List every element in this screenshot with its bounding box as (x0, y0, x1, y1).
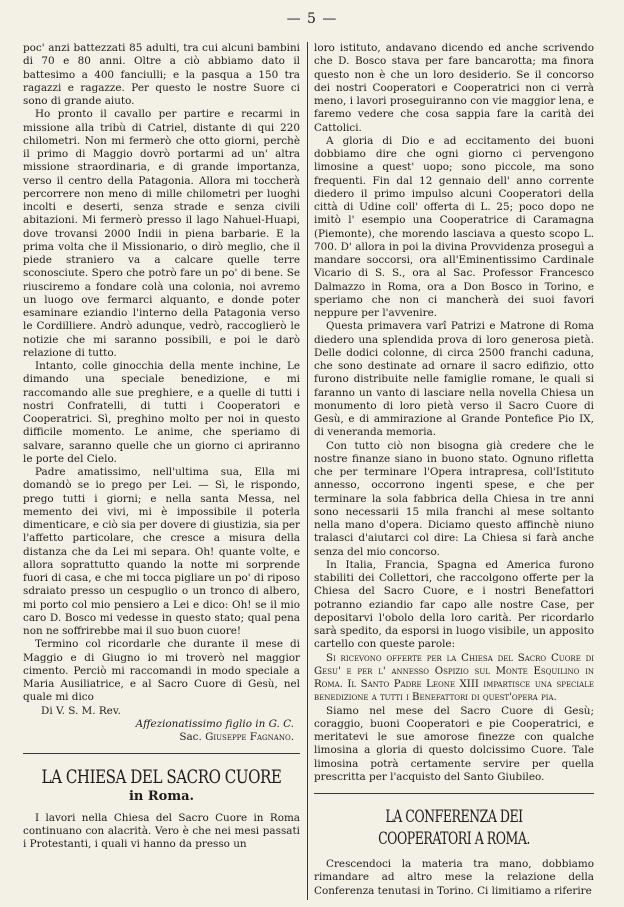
section-title: LA CHIESA DEL SACRO CUORE (41, 766, 282, 789)
signature-closing: Affezionatissimo figlio in G. C. (135, 717, 294, 730)
paragraph: poc' anzi battezzati 85 adulti, tra cui alcuni bambini di 70 e 80 anni. Oltre a ciò abbiamo dato il battesimo a 400 fanciulli; e la pasqua a 150 tra ragazzi e ragazze. Per questo le nostre Suore ci sono di grande aiuto. (23, 42, 300, 107)
section-subtitle: in Roma. (128, 789, 195, 805)
signature-salutation: Di V. S. M. Rev. (41, 704, 121, 717)
signature-name (23, 731, 300, 744)
notice-text: Si ricevono offerte per la Chiesa del Sacro Cuore di Gesu' e per l' annesso Ospizio sul Monte Esquilino in Roma. Il Santo Padre Leone XIII impartisce una speciale benedizione a tutti i Benefattori di quest'opera pia. (314, 652, 594, 704)
right-column (314, 42, 594, 898)
paragraph: Ho pronto il cavallo per partire e recarmi in missione alla tribù di Catriel, distante di qui 220 chilometri. Non mi fermerò che otto giorni, perchè il primo di Maggio dovrò portarmi ad un' altra missione straordinaria, e di grande importanza, verso il centro della Patagonia. Allora mi toccherà percorrere non meno di mille chilometri per luoghi incolti e deserti, senza strade e senza civili abitazioni. Mi fermerò presso il lago Nahuel-Huapi, dove trovansi 2000 Indii in piena barbarie. E la prima volta che il Missionario, o dirò meglio, che il piede straniero va a calcare quelle terre sconosciute. Spero che potrò fare un po' di bene. Se riusciremo a fondare colà una colonia, noi avremo un luogo ove fermarci alquanto, e donde poter esaminare eziandio l'interno della Patagonia verso le Cordilliere. Andrò adunque, vedrò, raccoglierò le notizie che mi saranno possibili, e poi le darò relazione di tutto. (23, 108, 300, 359)
section-divider (23, 753, 300, 754)
paragraph: Con tutto ciò non bisogna già credere che le nostre finanze siano in buono stato. Ognuno rifletta che per terminare l'Opera intrapresa, coll'Istituto annesso, occorrono ingenti spese, e che per terminare la sola fabbrica della Chiesa in tre anni sono necessarii 15 mila franchi al mese soltanto nella mano d'opera. Diciamo questo affinchè niuno tralasci d'aiutarci col dire: La Chiesa si farà anche senza del mio concorso. (314, 439, 594, 558)
section-title: LA CONFERENZA DEI COOPERATORI A ROMA. (378, 807, 530, 849)
paragraph: Intanto, colle ginocchia della mente inchine, Le dimando una speciale benedizione, e mi raccomando alle sue preghiere, e a quelle di tutti i nostri Confratelli, di tutti i Cooperatori e Cooperatrici. Sì, preghino molto per noi in questo difficile momento. Le anime, che speriamo di salvare, saranno quelle che un giorno ci apriranno le porte del Cielo. (23, 360, 300, 465)
page-number: — 5 — (286, 11, 338, 27)
paragraph: Padre amatissimo, nell'ultima sua, Ella mi domandò se io prego per Lei. — Sì, le rispondo, prego tutti i giorni; e nella santa Messa, nel memento dei vivi, mi è impossibile il poterla dimenticare, e ciò sia per dovere di giustizia, sia per l'affetto particolare, che cresce a misura della distanza che da Lei mi separa. Oh! quante volte, e allora soprattutto quando la notte mi sorprende fuori di casa, e che mi tocca pigliare un po' di riposo sdraiato presso un cespuglio o un tronco di albero, mi porto col mio pensiero a Lei e dico: Oh! se il mio caro D. Bosco mi vedesse in questo stato; qual pena non ne soffrirebbe mai il suo buon cuore! (23, 466, 300, 637)
paragraph: Siamo nel mese del Sacro Cuore di Gesù; coraggio, buoni Cooperatori e pie Cooperatrici, e meritatevi le sue amorose finezze con qualche limosina a gloria di questo dolcissimo Cuore. Tale limosina potrà certamente servire per quella prescritta per l'acquisto del Santo Giubileo. (314, 704, 594, 783)
paragraph: In Italia, Francia, Spagna ed America furono stabiliti dei Collettori, che raccolgono offerte per la Chiesa del Sacro Cuore, e i nostri Benefattori potranno eziandio far capo alle nostre Case, per depositarvi l'obolo della loro carità. Per ricordarlo sarà spedito, da esporsi in luogo visibile, un apposito cartello con queste parole: (314, 558, 594, 651)
paragraph: A gloria di Dio e ad eccitamento dei buoni dobbiamo dire che ogni giorno ci pervengono limosine a quest' uopo; sono piccole, ma sono frequenti. Fin dal 12 gennaio dell' anno corrente diedero il primo impulso alcuni Cooperatori della città di Udine coll' offerta di L. 25; poco dopo ne imitò l' esempio una Cooperatrice di Caramagna (Piemonte), che morendo lasciava a questo scopo L. 700. D' allora in poi la divina Provvidenza proseguì a mandare soccorsi, ora all'Eminentissimo Cardinale Vicario di S. S., ora al Sac. Professor Francesco Dalmazzo in Roma, ora a Don Bosco in Torino, e speriamo che non ci mancherà dei suoi favori neppure per l'avvenire. (314, 134, 594, 319)
paragraph: loro istituto, andavano dicendo ed anche scrivendo che D. Bosco stava per fare bancarotta; ma finora questo non è che un loro desiderio. Se il concorso dei nostri Cooperatori e Cooperatrici non ci verrà meno, i lavori proseguiranno con vie maggior lena, e faremo vedere che cosa sappia fare la carità dei Cattolici. (314, 42, 594, 134)
paragraph: I lavori nella Chiesa del Sacro Cuore in Roma continuano con alacrità. Vero è che nei mesi passati i Protestanti, i quali vi hanno da presso un (23, 811, 300, 850)
section-divider (314, 793, 594, 794)
signature-title: Sac. (179, 731, 206, 743)
signature-author: Giuseppe Fagnano. (205, 731, 294, 743)
paragraph: Crescendoci la materia tra mano, dobbiamo rimandare ad altro mese la relazione della Conferenza tenutasi in Torino. Ci limitiamo a riferire (314, 858, 594, 897)
paragraph: Questa primavera varî Patrizi e Matrone di Roma diedero una splendida prova di loro generosa pietà. Delle dodici colonne, di circa 2500 franchi caduna, che sono destinate ad ornare il sacro edifizio, otto furono distribuite nelle famiglie romane, le quali si faranno un vanto di lasciare nella novella Chiesa un monumento di loro pietà verso il Sacro Cuore di Gesù, e di ammirazione al Grande Pontefice Pio IX, di veneranda memoria. (314, 320, 594, 439)
column-divider (307, 42, 308, 900)
left-column (23, 42, 300, 851)
paragraph: Termino col ricordarle che durante il mese di Maggio e di Giugno io mi troverò nel maggior cimento. Perciò mi raccomandi in modo speciale a Maria Ausiliatrice, e al Sacro Cuore di Gesù, nel quale mi dico (23, 638, 300, 704)
